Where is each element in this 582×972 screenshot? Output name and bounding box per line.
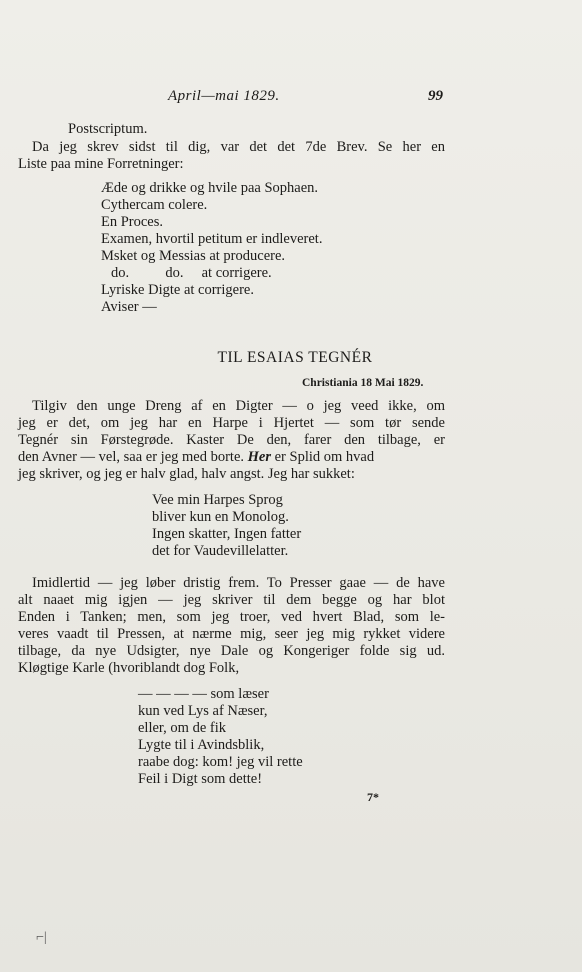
letter-title: TIL ESAIAS TEGNÉR bbox=[217, 349, 373, 366]
paragraph-fragment: er Splid om hvad bbox=[274, 449, 375, 465]
italic-word: Her bbox=[247, 449, 271, 465]
paragraph-fragment: den Avner — vel, saa er jeg med borte. bbox=[18, 449, 245, 465]
signature-mark: 7* bbox=[367, 790, 379, 804]
verse-line: — — — — som læser bbox=[138, 686, 269, 702]
verse-line: Ingen skatter, Ingen fatter bbox=[152, 526, 302, 542]
list-item: Cythercam colere. bbox=[101, 197, 208, 213]
list-item: En Proces. bbox=[101, 214, 164, 230]
paragraph-line: Tegnér sin Førstegrøde. Kaster De den, farer den tilbage, er bbox=[18, 432, 445, 448]
verse-line: Lygte til i Avindsblik, bbox=[138, 737, 265, 753]
paragraph-line: tilbage, da nye Udsigter, nye Dale og Kongeriger folde sig ud. bbox=[18, 643, 445, 659]
paragraph-line: veres vaadt til Pressen, at nærme mig, seer jeg mig rykket videre bbox=[18, 626, 445, 642]
list-item: Lyriske Digte at corrigere. bbox=[101, 282, 254, 298]
postscript-intro-line: Liste paa mine Forretninger: bbox=[18, 156, 184, 172]
postscript-heading: Postscriptum. bbox=[68, 121, 148, 137]
page-number: 99 bbox=[428, 88, 443, 104]
verse-line: eller, om de fik bbox=[138, 720, 226, 736]
page-header bbox=[0, 88, 582, 108]
paragraph-line: jeg skriver, og jeg er halv glad, halv angst. Jeg har sukket: bbox=[18, 466, 355, 482]
list-item: Examen, hvortil petitum er indleveret. bbox=[101, 231, 323, 247]
paragraph-line: Kløgtige Karle (hvoriblandt dog Folk, bbox=[18, 660, 240, 676]
list-item: do. do. at corrigere. bbox=[111, 265, 272, 281]
verse-line: det for Vaudevillelatter. bbox=[152, 543, 289, 559]
verse-line: kun ved Lys af Næser, bbox=[138, 703, 268, 719]
paragraph-line: Imidlertid — jeg løber dristig frem. To Presser gaae — de have bbox=[32, 575, 445, 591]
margin-mark: ⌐| bbox=[36, 930, 47, 945]
verse-line: bliver kun en Monolog. bbox=[152, 509, 289, 525]
postscript-intro-line: Da jeg skrev sidst til dig, var det det 7de Brev. Se her en bbox=[32, 139, 445, 155]
paragraph-line: Tilgiv den unge Dreng af en Digter — o jeg veed ikke, om bbox=[32, 398, 445, 414]
paragraph-line: Enden i Tanken; men, som jeg troer, ved hvert Blad, som le- bbox=[18, 609, 445, 625]
verse-line: Vee min Harpes Sprog bbox=[152, 492, 283, 508]
running-title: April—mai 1829. bbox=[168, 88, 280, 104]
verse-line: raabe dog: kom! jeg vil rette bbox=[138, 754, 303, 770]
paragraph-line: jeg er det, om jeg har en Harpe i Hjertet — som tør sende bbox=[18, 415, 445, 431]
list-item: Msket og Messias at producere. bbox=[101, 248, 286, 264]
paragraph-line bbox=[18, 449, 445, 466]
dateline: Christiania 18 Mai 1829. bbox=[302, 377, 424, 389]
paragraph-line: alt naaet mig igjen — jeg skriver til dem begge og har blot bbox=[18, 592, 445, 608]
list-item: Aviser — bbox=[101, 299, 157, 315]
verse-line: Feil i Digt som dette! bbox=[138, 771, 263, 787]
list-item: Æde og drikke og hvile paa Sophaen. bbox=[101, 180, 319, 196]
